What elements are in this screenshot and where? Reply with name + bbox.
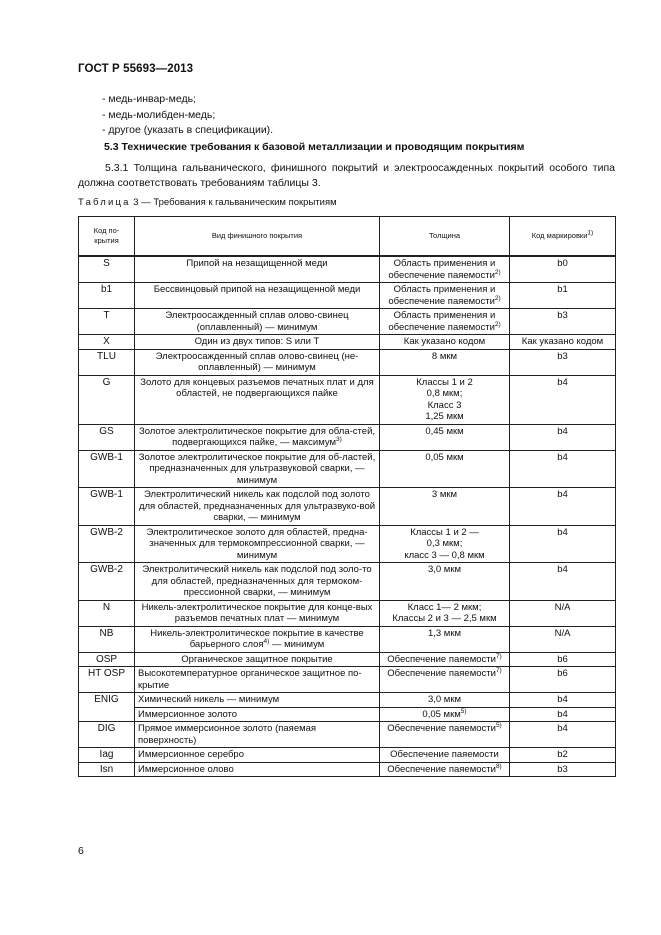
table-caption-prefix: Таблица [78,197,131,208]
cell-marking: b3 [510,309,616,335]
section-title: 5.3 Технические требования к базовой металлизации и проводящим покрытиям [104,141,525,153]
table-row [79,667,616,693]
cell-marking: b4 [510,375,616,424]
table-caption-text: 3 — Требования к гальваническим покрытиям [133,197,337,208]
cell-thickness-text: 1,3 мкм [427,627,462,639]
cell-type [135,600,380,626]
cell-thickness [380,256,510,283]
cell-marking: b6 [510,652,616,667]
cell-thickness [380,349,510,375]
bullet-list [102,92,273,139]
cell-marking: b4 [510,424,616,450]
cell-type [135,667,380,693]
cell-thickness-text: Обеспечение паяемости [390,749,499,760]
cell-thickness [380,335,510,350]
table-row [79,424,616,450]
cell-type [135,626,380,652]
cell-marking: b3 [510,762,616,777]
cell-code: GWB-2 [79,563,135,601]
cell-thickness-text: Обеспечение паяемости [387,668,496,679]
cell-type-text: Бессвинцовый припой на незащищенной меди [153,284,361,295]
footnote-ref: 2) [494,294,501,302]
cell-marking: b4 [510,693,616,708]
cell-code: GWB-1 [79,488,135,526]
cell-thickness-line: Класс 3 [427,399,462,411]
cell-type [135,375,380,424]
cell-thickness [380,309,510,335]
cell-thickness-text: 3 мкм [431,489,458,500]
table-row [79,600,616,626]
bullet-item: - медь-молибден-медь; [102,108,216,121]
cell-thickness-line: класс 3 — 0,8 мкм [404,549,485,561]
cell-code: G [79,375,135,424]
cell-type-text: Припой на незащищенной меди [186,258,328,269]
footnote-ref: 8) [495,762,502,770]
cell-type-text: Электролитический никель как подслой под золото для областей, предназначенных для ультразвуко-вой сварки, — минимум [138,489,376,523]
cell-code: GWB-2 [79,525,135,563]
footnote-ref: 3) [336,435,342,443]
footnote-ref: 2) [494,268,501,276]
cell-marking: N/A [510,626,616,652]
cell-thickness [380,488,510,526]
cell-thickness [380,667,510,693]
cell-thickness-text: Обеспечение паяемости [387,763,496,775]
table-row [79,375,616,424]
cell-type-text: Химический никель — минимум [138,694,280,705]
footnote-ref: 5) [460,707,467,715]
cell-type-text: Иммерсионное серебро [138,749,244,760]
document-id: ГОСТ Р 55693—2013 [78,63,194,75]
cell-code: Iag [79,748,135,763]
cell-type-text: Золотое электролитическое покрытие для обла-стей, подвергающихся пайке, — максимум [138,425,376,448]
cell-code: S [79,256,135,283]
footnote-ref: 7) [495,666,502,674]
table-row [79,283,616,309]
cell-thickness-line: Классы 2 и 3 — 2,5 мкм [392,613,497,624]
table-row [79,525,616,563]
table-row [79,707,616,722]
cell-marking: b3 [510,349,616,375]
cell-code: X [79,335,135,350]
cell-type [135,256,380,283]
cell-marking: b4 [510,488,616,526]
table-caption [78,197,337,208]
table-row [79,450,616,488]
cell-type [135,309,380,335]
cell-type [135,349,380,375]
cell-thickness [380,652,510,667]
cell-thickness [380,626,510,652]
cell-type-suffix: — минимум [269,639,325,650]
cell-type-text: Иммерсионное золото [138,708,238,720]
table-row [79,722,616,748]
cell-type [135,488,380,526]
cell-code: GWB-1 [79,450,135,488]
cell-type [135,424,380,450]
cell-thickness-text: 0,05 мкм [422,708,461,720]
table-row [79,693,616,708]
cell-thickness-line: 0,8 мкм; [426,388,463,399]
cell-thickness-text: Обеспечение паяемости [387,653,496,665]
cell-thickness-text: Обеспечение паяемости [387,723,496,734]
table-row [79,652,616,667]
cell-thickness [380,375,510,424]
cell-type [135,693,380,708]
cell-thickness-text: 0,05 мкм [425,451,464,463]
table-body [79,256,616,777]
cell-thickness [380,424,510,450]
cell-marking: b4 [510,722,616,748]
table-row [79,748,616,763]
cell-thickness [380,283,510,309]
cell-thickness [380,748,510,763]
cell-code: OSP [79,652,135,667]
requirements-table [78,216,616,777]
cell-code: GS [79,424,135,450]
cell-type-text: Электролитический никель как подслой под золо-то для областей, предназначенных для термоком-прессионной сварки, — минимум [142,564,372,598]
cell-marking: b1 [510,283,616,309]
cell-code: N [79,600,135,626]
cell-type [135,722,380,748]
cell-thickness [380,707,510,722]
cell-type-text: Высокотемпературное органическое защитное по-крытие [138,668,362,691]
paragraph: 5.3.1 Толщина гальванического, финишного покрытий и электроосажденных покрытий особого типа должна соответствовать требованиям таблицы 3. [78,162,615,189]
cell-type-text: Никель-электролитическое покрытие в качестве барьерного слоя [150,627,364,650]
table-row [79,563,616,601]
cell-thickness-text: 8 мкм [431,350,458,362]
cell-type-text: Прямое иммерсионное золото (паяемая поверхность) [138,723,317,746]
cell-code: DIG [79,722,135,748]
page-number: 6 [78,845,84,857]
cell-thickness-text: Область применения и обеспечение паяемости [388,258,496,281]
table-row [79,488,616,526]
cell-marking: Как указано кодом [510,335,616,350]
cell-type [135,707,380,722]
cell-type-text: Органическое защитное покрытие [181,653,333,665]
cell-type-text: Электроосажденный сплав олово-свинец (оплавленный) — минимум [165,310,349,333]
cell-thickness [380,722,510,748]
cell-code: Isn [79,762,135,777]
cell-thickness-line: Классы 1 и 2 — [410,526,479,538]
bullet-item: - медь-инвар-медь; [102,93,196,105]
cell-marking: b6 [510,667,616,693]
cell-marking: b2 [510,748,616,763]
cell-code: NB [79,626,135,652]
bullet-item: - другое (указать в спецификации). [102,124,274,136]
cell-code: b1 [79,283,135,309]
footnote-ref: 5) [495,721,502,729]
cell-type-text: Иммерсионное олово [138,763,234,775]
cell-type [135,748,380,763]
cell-type-text: Электроосажденный сплав олово-свинец (не-оплавленный) — минимум [155,350,359,373]
cell-code: HT OSP [79,667,135,693]
table-header-row [79,217,616,257]
table-row [79,762,616,777]
table-row [79,349,616,375]
cell-thickness [380,762,510,777]
cell-thickness-text: 3,0 мкм [427,694,462,705]
cell-type-text: Золотое электролитическое покрытие для об-ластей, предназначенных для ультразвуковой сварки, — минимум [138,451,376,486]
footnote-ref: 7) [495,652,502,660]
table-row [79,335,616,350]
cell-thickness [380,600,510,626]
cell-type [135,335,380,350]
cell-thickness-text: Область применения и обеспечение паяемости [388,310,496,333]
cell-thickness-line: 1,25 мкм [425,411,464,422]
header-code: Код по-крытия [79,217,135,257]
header-type: Вид финишного покрытия [135,217,380,257]
footnote-ref: 1) [587,229,594,237]
cell-marking: N/A [510,600,616,626]
cell-thickness-text: 0,45 мкм [425,425,464,437]
header-marking-text: Код маркировки [531,231,588,240]
header-marking [510,217,616,257]
cell-code: TLU [79,349,135,375]
cell-thickness-line: 0,3 мкм; [426,538,463,549]
cell-marking: b0 [510,256,616,283]
cell-thickness [380,450,510,488]
cell-thickness [380,563,510,601]
cell-code: ENIG [79,693,135,722]
cell-type-text: Золото для концевых разъемов печатных плат и для областей, не подвергающихся пайке [140,376,374,399]
cell-type [135,283,380,309]
cell-type-text: Электролитическое золото для областей, предна-значенных для термокомпрессионной сварки, — минимум [146,526,368,561]
table-row [79,626,616,652]
cell-type [135,652,380,667]
table-row [79,309,616,335]
cell-type-text: Никель-электролитическое покрытие для конце-вых разъемов печатных плат — минимум [141,601,373,624]
footnote-ref: 4) [263,637,270,645]
header-thickness: Толщина [380,217,510,257]
cell-thickness-line: Класс 1— 2 мкм; [407,601,482,613]
cell-marking: b4 [510,450,616,488]
cell-type [135,563,380,601]
cell-type [135,450,380,488]
cell-type [135,762,380,777]
table-row [79,256,616,283]
cell-thickness-text: 3,0 мкм [427,564,462,575]
cell-marking: b4 [510,563,616,601]
cell-thickness [380,693,510,708]
cell-type-text: Один из двух типов: S или T [194,336,320,347]
cell-thickness [380,525,510,563]
cell-thickness-text: Как указано кодом [403,336,486,347]
cell-code: T [79,309,135,335]
cell-thickness-text: Область применения и обеспечение паяемости [388,284,496,307]
cell-thickness-line: Классы 1 и 2 [416,376,473,388]
cell-type [135,525,380,563]
cell-marking: b4 [510,707,616,722]
cell-marking: b4 [510,525,616,563]
footnote-ref: 2) [494,320,501,328]
